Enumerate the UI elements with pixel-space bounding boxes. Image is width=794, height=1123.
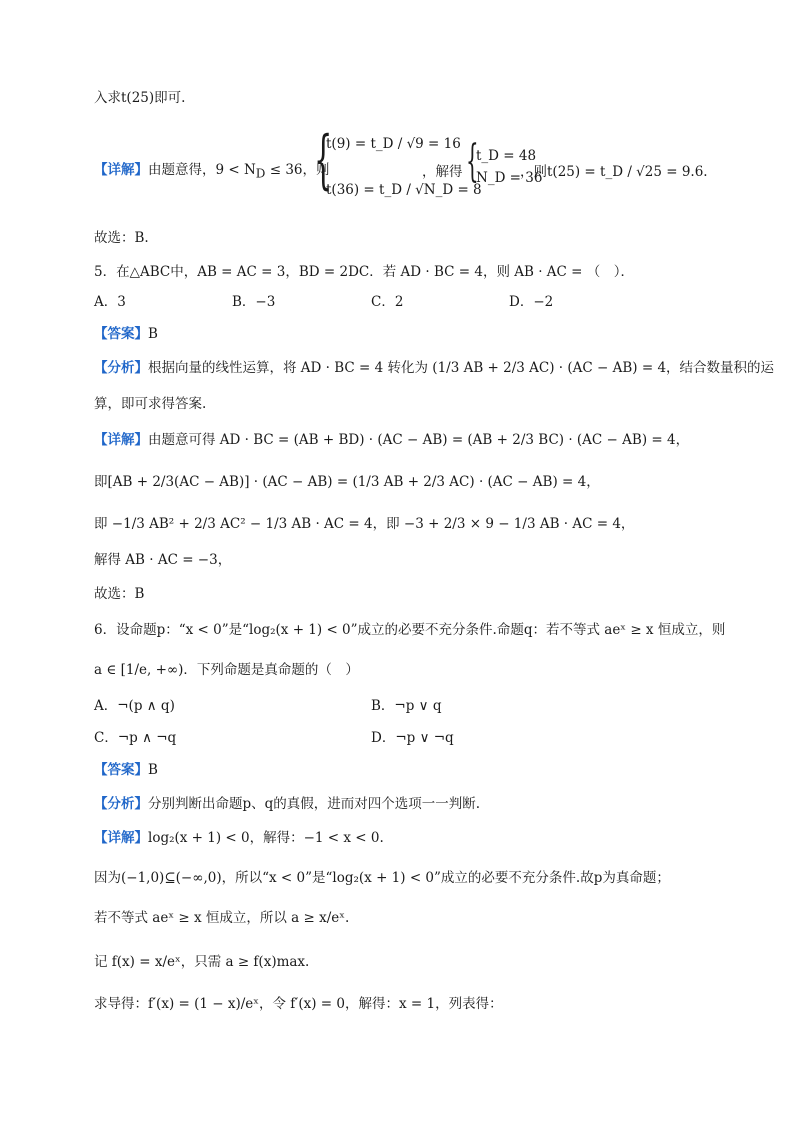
q6-detail-line2: 因为(−1,0)⊆(−∞,0)，所以“x < 0”是“log₂(x + 1) < 0”成立的必要不充分条件.故p为真命题；: [94, 870, 670, 886]
system1-brace: {: [314, 123, 333, 197]
detail1-lead-text: 由题意得，9 < N: [148, 162, 256, 178]
q5-stem: 5．在△ABC中，AB = AC = 3，BD = 2DC．若 AD · BC = 4，则 AB · AC = （ ）．: [94, 264, 635, 280]
q5-detail-text1: 由题意可得 AD · BC = (AB + BD) · (AC − AB) = (AB + 2/3 BC) · (AC − AB) = 4，: [148, 432, 690, 448]
analysis-tag: 【分析】: [94, 796, 148, 812]
choose-1: 故选：B.: [94, 230, 149, 246]
q6-option-d: D．¬p ∨ ¬q: [371, 730, 454, 746]
q5-analysis-line1: [94, 358, 774, 378]
q6-option-b: B．¬p ∨ q: [371, 698, 442, 714]
detail1-lead-tail: ≤ 36，则: [265, 162, 330, 178]
q6-stem-line2: a ∈ [1/e, +∞)．下列命题是真命题的（ ）: [94, 662, 359, 678]
q6-stem-line1: 6．设命题p：“x < 0”是“log₂(x + 1) < 0”成立的必要不充分条件.命题q：若不等式 aeˣ ≥ x 恒成立，则: [94, 622, 726, 638]
q5-option-b: B．−3: [232, 294, 276, 310]
system2-brace: {: [466, 136, 479, 187]
system1-bottom: t(36) = t_D / √N_D = 8: [326, 182, 482, 198]
q5-option-c: C．2: [371, 294, 404, 310]
q6-analysis-text: 分别判断出命题p、q的真假，进而对四个选项一一判断.: [148, 796, 481, 812]
detail1-mid: ，解得: [422, 164, 463, 180]
q6-detail-text1: log₂(x + 1) < 0，解得：−1 < x < 0.: [148, 830, 384, 846]
detail-tag: 【详解】: [94, 432, 148, 448]
q5-detail-line3: 即 −1/3 AB² + 2/3 AC² − 1/3 AB · AC = 4，即 −3 + 2/3 × 9 − 1/3 AB · AC = 4，: [94, 516, 635, 532]
detail-tag: 【详解】: [94, 830, 148, 846]
q5-choose: 故选：B: [94, 586, 145, 602]
system1-top: t(9) = t_D / √9 = 16: [326, 136, 461, 152]
q6-detail-line3: 若不等式 aeˣ ≥ x 恒成立，所以 a ≥ x/eˣ.: [94, 910, 350, 926]
system2-bottom: N_D = 36: [476, 170, 543, 186]
answer-tag: 【答案】: [94, 326, 148, 342]
q6-detail-line5: 求导得：f′(x) = (1 − x)/eˣ，令 f′(x) = 0，解得：x = 1，列表得：: [94, 996, 503, 1012]
q6-answer: [94, 760, 158, 780]
q5-detail-line1: [94, 430, 689, 450]
q5-answer: [94, 324, 158, 344]
q6-option-c: C．¬p ∧ ¬q: [94, 730, 177, 746]
q5-analysis-line2: 算，即可求得答案.: [94, 396, 207, 412]
detail1-tail: ，则t(25) = t_D / √25 = 9.6.: [520, 164, 708, 180]
q5-analysis-text1: 根据向量的线性运算，将 AD · BC = 4 转化为 (1/3 AB + 2/3 AC) · (AC − AB) = 4，结合数量积的运: [148, 360, 775, 376]
intro-line: 入求t(25)即可.: [94, 90, 186, 106]
q5-answer-value: B: [148, 326, 158, 342]
q5-detail-line4: 解得 AB · AC = −3，: [94, 552, 232, 568]
analysis-tag: 【分析】: [94, 360, 148, 376]
q6-analysis: [94, 794, 480, 814]
q6-answer-value: B: [148, 762, 158, 778]
q6-option-a: A．¬(p ∧ q): [94, 698, 175, 714]
detail1-lead: [94, 160, 330, 184]
q6-detail-line1: [94, 828, 384, 848]
q5-option-a: A．3: [94, 294, 126, 310]
detail1-lead-sub: D: [255, 166, 266, 181]
q5-detail-line2: 即[AB + 2/3(AC − AB)] · (AC − AB) = (1/3 AB + 2/3 AC) · (AC − AB) = 4，: [94, 474, 600, 490]
detail-tag: 【详解】: [94, 162, 148, 178]
answer-tag: 【答案】: [94, 762, 148, 778]
q5-option-d: D．−2: [509, 294, 554, 310]
q6-detail-line4: 记 f(x) = x/eˣ，只需 a ≥ f(x)max.: [94, 954, 310, 970]
system2-top: t_D = 48: [476, 148, 537, 164]
